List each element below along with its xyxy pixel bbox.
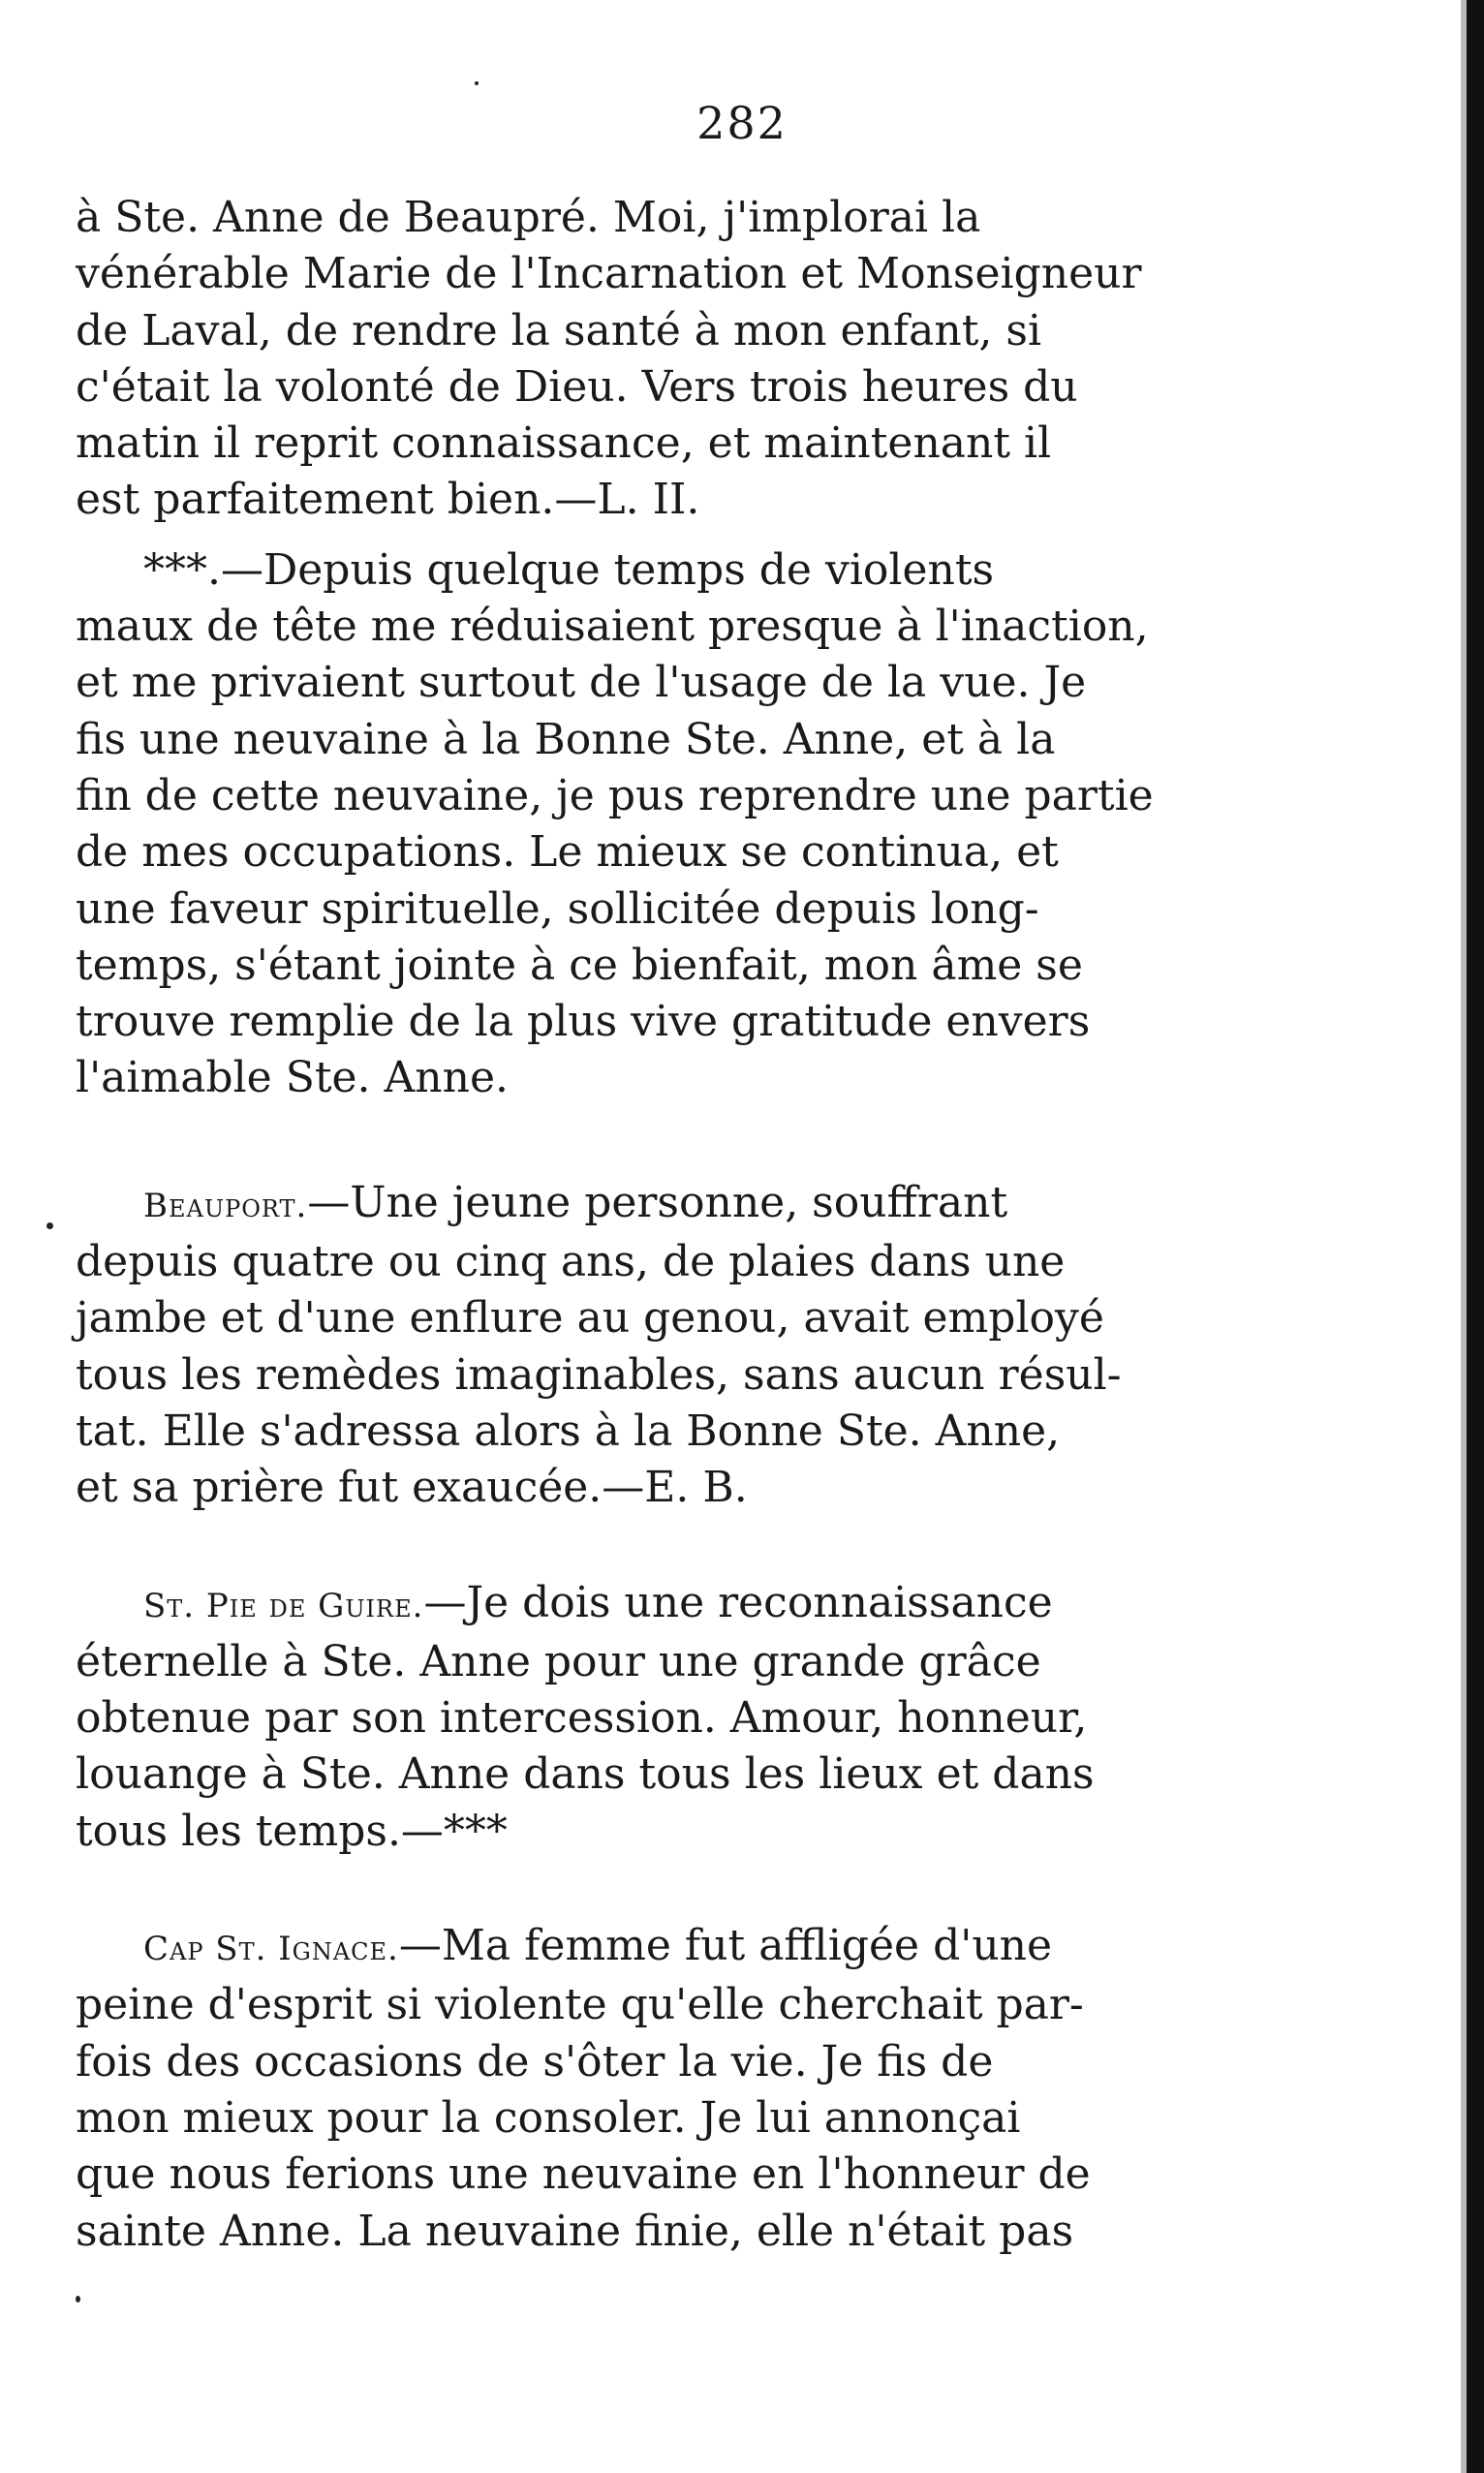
place-name: Beauport. xyxy=(143,1186,308,1225)
text-line: une faveur spirituelle, sollicitée depuis long- xyxy=(76,883,1039,934)
text-line: matin il reprit connaissance, et maintenant il xyxy=(76,418,1052,469)
text-line: mon mieux pour la consoler. Je lui annonçai xyxy=(76,2092,1021,2143)
text-line: l'aimable Ste. Anne. xyxy=(76,1053,510,1103)
text-line: est parfaitement bien.—L. II. xyxy=(76,475,700,525)
text-line: à Ste. Anne de Beaupré. Moi, j'implorai la xyxy=(76,193,981,242)
text-line: de Laval, de rendre la santé à mon enfant, si xyxy=(76,305,1042,355)
text-line: tous les remèdes imaginables, sans aucun résul- xyxy=(76,1349,1122,1400)
body-text xyxy=(76,190,1325,2260)
place-name: Cap St. Ignace. xyxy=(143,1930,399,1969)
text-line: que nous ferions une neuvaine en l'honneur de xyxy=(76,2149,1091,2200)
text-line: Beauport.—Une jeune personne, souffrant xyxy=(143,1177,1008,1227)
text-line: vénérable Marie de l'Incarnation et Monseigneur xyxy=(76,249,1142,299)
text-line: sainte Anne. La neuvaine finie, elle n'était pas xyxy=(76,2206,1074,2256)
text-line: tat. Elle s'adressa alors à la Bonne Ste. Anne, xyxy=(76,1406,1061,1456)
text-line: peine d'esprit si violente qu'elle cherchait par- xyxy=(76,1980,1084,2030)
text-line: jambe et d'une enflure au genou, avait employé xyxy=(76,1293,1104,1344)
scan-speck xyxy=(475,81,479,85)
text-line: fois des occasions de s'ôter la vie. Je fis de xyxy=(76,2036,994,2087)
scan-speck xyxy=(46,1222,53,1229)
page-number: 282 xyxy=(696,97,788,149)
paragraph-1 xyxy=(76,190,1325,529)
text-line: maux de tête me réduisaient presque à l'inaction, xyxy=(76,602,1149,652)
text-line: ***.—Depuis quelque temps de violents xyxy=(143,544,995,595)
scan-border xyxy=(1467,0,1484,2473)
place-name: St. Pie de Guire. xyxy=(143,1586,424,1625)
text-line: éternelle à Ste. Anne pour une grande grâce xyxy=(76,1636,1041,1686)
paragraph-3 xyxy=(76,1175,1325,1517)
text-line: fin de cette neuvaine, je pus reprendre une partie xyxy=(76,770,1154,820)
text-line: c'était la volonté de Dieu. Vers trois heures du xyxy=(76,361,1078,412)
text-line: de mes occupations. Le mieux se continua, et xyxy=(76,827,1059,878)
text-line: depuis quatre ou cinq ans, de plaies dans une xyxy=(76,1237,1066,1287)
paragraph-4 xyxy=(76,1575,1325,1860)
text-line: trouve remplie de la plus vive gratitude envers xyxy=(76,997,1091,1047)
text-line: Cap St. Ignace.—Ma femme fut affligée d'une xyxy=(143,1921,1053,1971)
text-line: tous les temps.—*** xyxy=(76,1806,508,1856)
text-line: temps, s'étant jointe à ce bienfait, mon âme se xyxy=(76,940,1083,990)
text-line: et me privaient surtout de l'usage de la vue. Je xyxy=(76,658,1087,708)
paragraph-5 xyxy=(76,1918,1325,2260)
text-line: St. Pie de Guire.—Je dois une reconnaissance xyxy=(143,1577,1053,1627)
text-line: fis une neuvaine à la Bonne Ste. Anne, et à la xyxy=(76,714,1056,764)
paragraph-2 xyxy=(76,542,1325,1107)
text-line: obtenue par son intercession. Amour, honneur, xyxy=(76,1693,1088,1744)
text-line: et sa prière fut exaucée.—E. B. xyxy=(76,1463,748,1513)
text-line: louange à Ste. Anne dans tous les lieux et dans xyxy=(76,1749,1095,1800)
scan-speck xyxy=(76,2296,80,2303)
